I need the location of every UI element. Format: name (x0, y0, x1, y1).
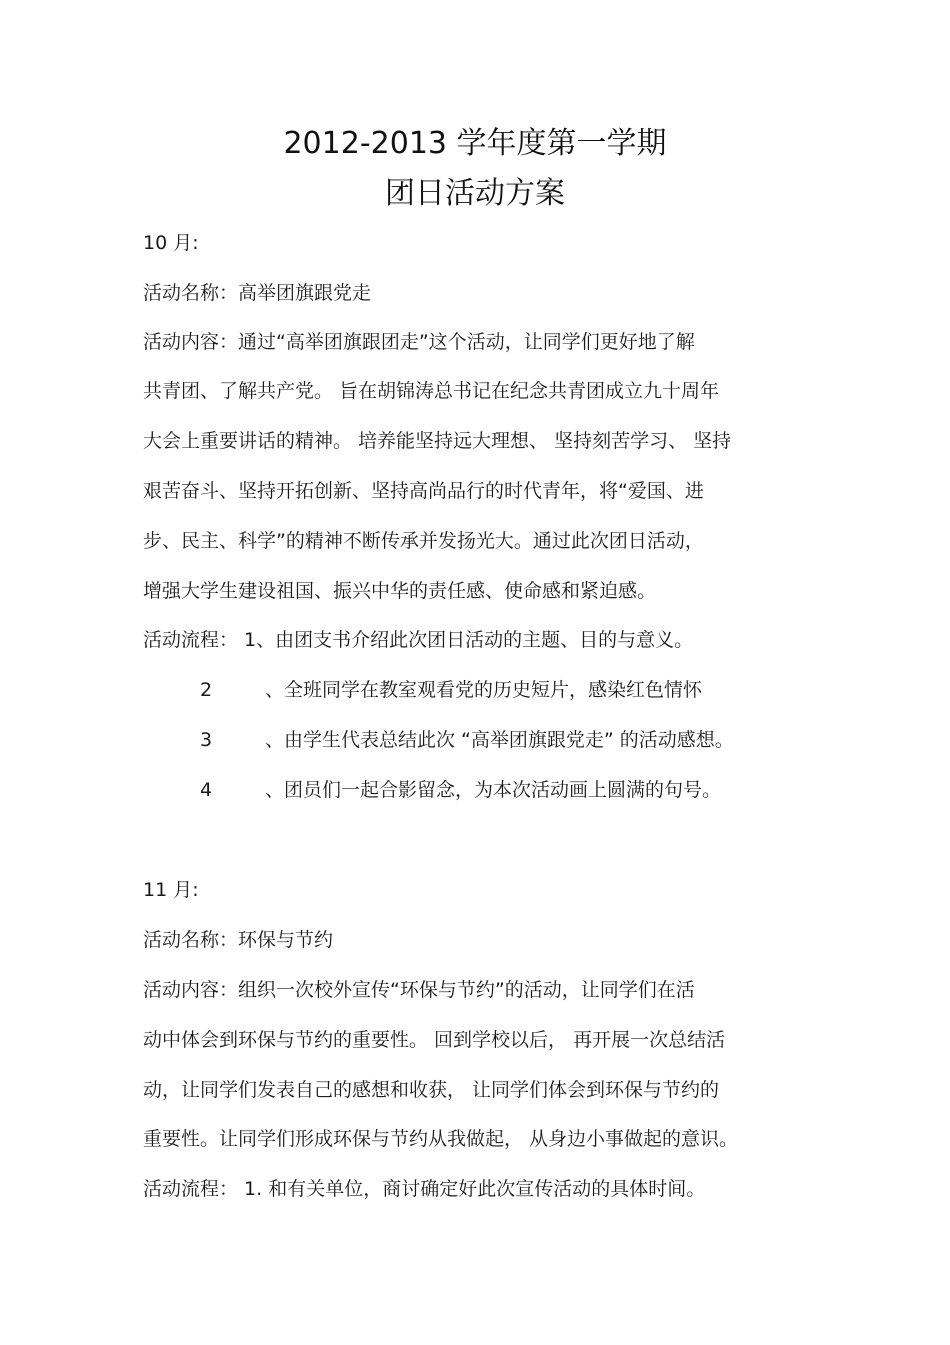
november-content-line: 动中体会到环保与节约的重要性。 回到学校以后， 再开展一次总结活 (143, 1029, 726, 1051)
step-number: 2 (200, 679, 213, 701)
october-content-line: 增强大学生建设祖国、振兴中华的责任感、使命感和紧迫感。 (143, 580, 657, 602)
november-content-line: 重要性。让同学们形成环保与节约从我做起， 从身边小事做起的意识。 (143, 1128, 739, 1150)
step-text: 、由学生代表总结此次 “高举团旗跟党走” 的活动感想。 (265, 729, 734, 751)
november-activity-name: 活动名称：环保与节约 (143, 929, 334, 951)
november-flow-line: 活动流程： 1. 和有关单位，商讨确定好此次宣传活动的具体时间。 (143, 1178, 706, 1200)
step-number: 3 (200, 729, 213, 751)
october-content-line: 活动内容：通过“高举团旗跟团走”这个活动，让同学们更好地了解 (143, 331, 695, 353)
october-flow-step (0, 777, 950, 803)
november-month-heading: 11 月: (143, 879, 199, 901)
october-activity-name: 活动名称：高举团旗跟党走 (143, 282, 372, 304)
october-content-line: 步、民主、科学”的精神不断传承并发扬光大。通过此次团日活动， (143, 530, 704, 552)
november-content-line: 动，让同学们发表自己的感想和收获， 让同学们体会到环保与节约的 (143, 1079, 720, 1101)
step-text: 、团员们一起合影留念，为本次活动画上圆满的句号。 (265, 779, 722, 801)
october-content-line: 大会上重要讲话的精神。 培养能坚持远大理想、 坚持刻苦学习、 坚持 (143, 430, 732, 452)
november-content-line: 活动内容：组织一次校外宣传“环保与节约”的活动，让同学们在活 (143, 979, 695, 1001)
october-content-line: 共青团、了解共产党。 旨在胡锦涛总书记在纪念共青团成立九十周年 (143, 380, 720, 402)
october-month-heading: 10 月: (143, 232, 199, 254)
october-content-line: 艰苦奋斗、坚持开拓创新、坚持高尚品行的时代青年，将“爱国、进 (143, 480, 704, 502)
october-flow-line: 活动流程： 1、由团支书介绍此次团日活动的主题、目的与意义。 (143, 629, 694, 651)
october-flow-step (0, 727, 950, 753)
document-subtitle: 团日活动方案 (385, 176, 565, 211)
october-flow-step (0, 677, 950, 703)
step-number: 4 (200, 779, 213, 801)
step-text: 、全班同学在教室观看党的历史短片，感染红色情怀 (265, 679, 703, 701)
document-title: 2012-2013 学年度第一学期 (283, 126, 667, 161)
